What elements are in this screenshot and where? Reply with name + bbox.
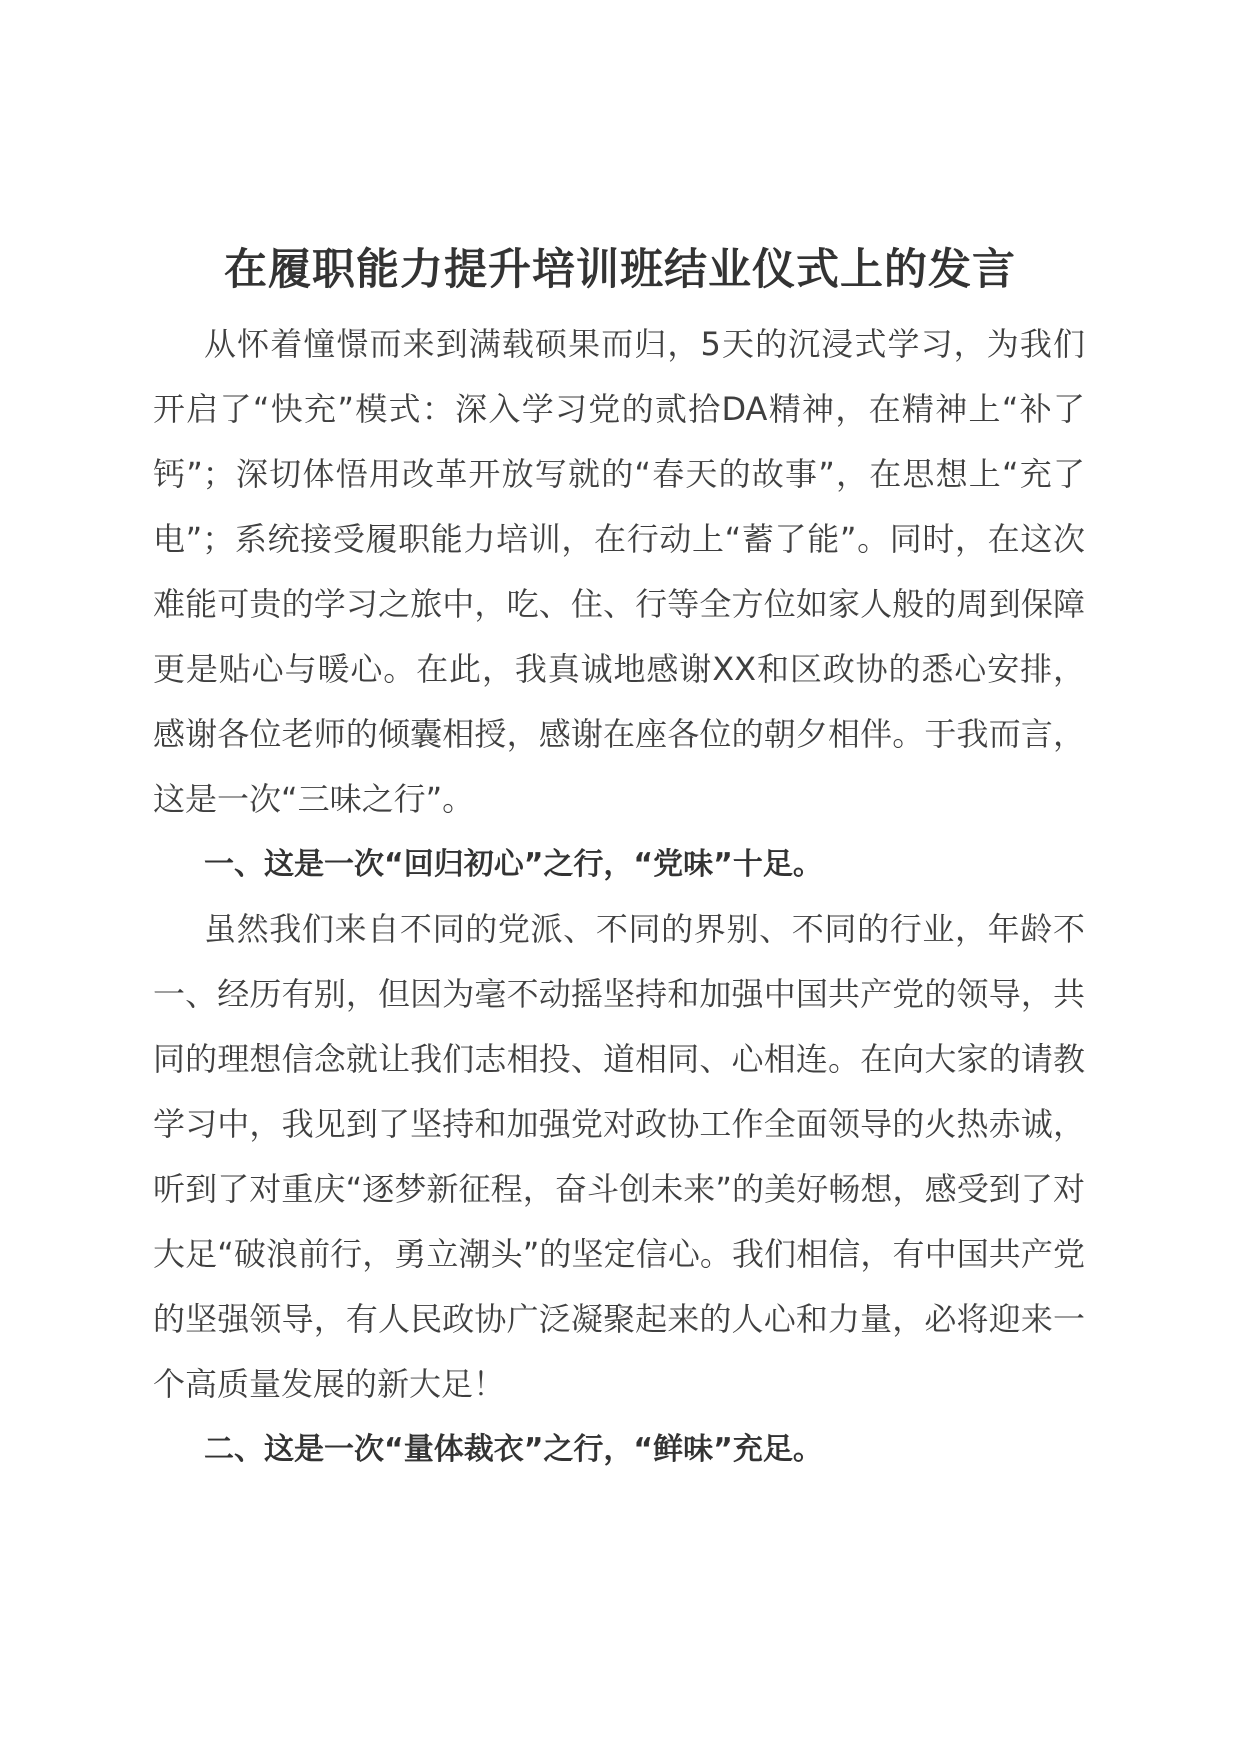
document-body [153, 312, 1085, 1482]
paragraph-intro: 从怀着憧憬而来到满载硕果而归，5天的沉浸式学习，为我们开启了“快充”模式：深入学习党的贰拾DA精神，在精神上“补了钙”；深切体悟用改革开放写就的“春天的故事”，在思想上“充了电”；系统接受履职能力培训，在行动上“蓄了能”。同时，在这次难能可贵的学习之旅中，吃、住、行等全方位如家人般的周到保障更是贴心与暖心。在此，我真诚地感谢XX和区政协的悉心安排，感谢各位老师的倾囊相授，感谢在座各位的朝夕相伴。于我而言，这是一次“三味之行”。 [153, 325, 1085, 818]
paragraph-section-1: 虽然我们来自不同的党派、不同的界别、不同的行业，年龄不一、经历有别，但因为毫不动摇坚持和加强中国共产党的领导，共同的理想信念就让我们志相投、道相同、心相连。在向大家的请教学习中，我见到了坚持和加强党对政协工作全面领导的火热赤诚，听到了对重庆“逐梦新征程，奋斗创未来”的美好畅想，感受到了对大足“破浪前行，勇立潮头”的坚定信心。我们相信，有中国共产党的坚强领导，有人民政协广泛凝聚起来的人心和力量，必将迎来一个高质量发展的新大足！ [153, 910, 1085, 1403]
section-heading-1: 一、这是一次“回归初心”之行，“党味”十足。 [204, 847, 823, 882]
document-title: 在履职能力提升培训班结业仪式上的发言 [224, 245, 1016, 295]
section-heading-2: 二、这是一次“量体裁衣”之行，“鲜味”充足。 [204, 1432, 823, 1467]
